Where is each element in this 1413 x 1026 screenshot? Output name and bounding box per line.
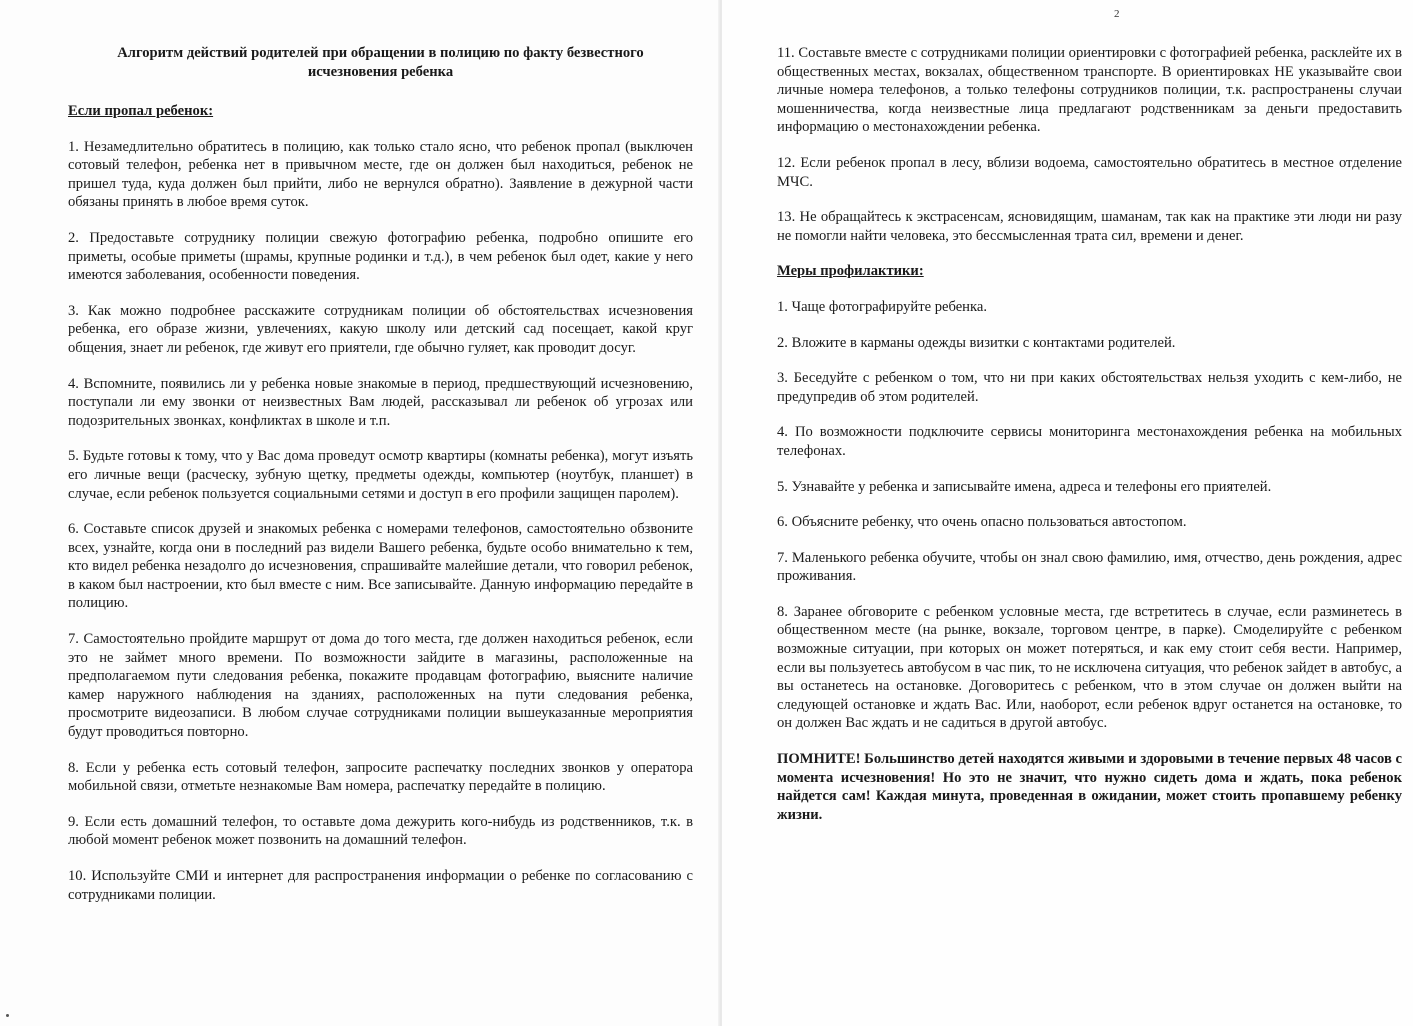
instruction-item-11: 11. Составьте вместе с сотрудниками полиции ориентировки с фотографией ребенка, расклейте их в общественных местах, вокзалах, общественном транспорте. В ориентировках НЕ указывайте свои личные номера телефонов, а только телефоны сотрудников полиции, т.к. распространены случаи мошенничества, когда неизвестные лица предлагают родственникам за деньги предоставить информацию о местонахождении ребенка. xyxy=(777,45,1402,136)
instruction-item-13: 13. Не обращайтесь к экстрасенсам, ясновидящим, шаманам, так как на практике эти люди ни разу не помогли найти человека, это бессмысленная трата сил, времени и денег. xyxy=(777,209,1402,244)
document-title: Алгоритм действий родителей при обращении в полицию по факту безвестного исчезновения ребенка xyxy=(117,45,644,80)
instruction-item-4: 4. Вспомните, появились ли у ребенка новые знакомые в период, предшествующий исчезновению, поступали ли ему звонки от неизвестных Вам людей, рассказывал ли ребенок об угрозах или подозрительных звонках, конфликтах в школе и т.п. xyxy=(68,375,693,429)
prevention-item-3: 3. Беседуйте с ребенком о том, что ни при каких обстоятельствах нельзя уходить с кем-либо, не предупредив об этом родителей. xyxy=(777,370,1402,405)
warning-paragraph: ПОМНИТЕ! Большинство детей находятся живыми и здоровыми в течение первых 48 часов с момента исчезновения! Но это не значит, что нужно сидеть дома и ждать, пока ребенок найдется сам! Каждая минута, проведенная в ожидании, может стоить пропавшему ребенку жизни. xyxy=(777,751,1402,823)
instruction-item-10: 10. Используйте СМИ и интернет для распространения информации о ребенке по согласованию с сотрудниками полиции. xyxy=(68,868,693,903)
instruction-item-9: 9. Если есть домашний телефон, то оставьте дома дежурить кого-нибудь из родственников, т.к. в любой момент ребенок может позвонить на домашний телефон. xyxy=(68,813,693,849)
prevention-item-1: 1. Чаще фотографируйте ребенка. xyxy=(777,298,987,315)
instruction-item-3: 3. Как можно подробнее расскажите сотрудникам полиции об обстоятельствах исчезновения ребенка, его образе жизни, увлечениях, какую школу или детский сад посещает, какой круг общения, знает ли ребенок, где живут его приятели, где обычно гуляет, как проводит досуг. xyxy=(68,302,693,356)
scan-speck xyxy=(6,1014,9,1017)
instruction-item-1: 1. Незамедлительно обратитесь в полицию, как только стало ясно, что ребенок пропал (выключен сотовый телефон, ребенка нет в привычном месте, где он должен был находиться, ребенок не пришел туда, куда должен был прийти, либо не вернулся обратно). Заявление в дежурной части обязаны принять в любое время суток. xyxy=(68,138,693,211)
missing-child-heading: Если пропал ребенок: xyxy=(68,103,214,119)
instruction-item-8: 8. Если у ребенка есть сотовый телефон, запросите распечатку последних звонков у оператора мобильной связи, отметьте незнакомые Вам номера, распечатку передайте в полицию. xyxy=(68,759,693,795)
page-number: 2 xyxy=(1114,8,1120,20)
instruction-item-12: 12. Если ребенок пропал в лесу, вблизи водоема, самостоятельно обратитесь в местное отделение МЧС. xyxy=(777,154,1402,190)
left-column xyxy=(68,44,693,921)
instruction-item-6: 6. Составьте список друзей и знакомых ребенка с номерами телефонов, самостоятельно обзвоните всех, узнайте, когда они в последний раз видели Вашего ребенка, будьте особо внимательно к тем, кто видел ребенка незадолго до исчезновения, спрашивайте малейшие детали, что говорил ребенок, в каком был настроении, кто был вместе с ним. Все записывайте. Данную информацию передайте в полицию. xyxy=(68,521,693,612)
prevention-item-5: 5. Узнавайте у ребенка и записывайте имена, адреса и телефоны его приятелей. xyxy=(777,478,1272,495)
instruction-item-7: 7. Самостоятельно пройдите маршрут от дома до того места, где должен находиться ребенок, если это не займет много времени. По возможности зайдите в магазины, расположенные на предполагаемом пути следования ребенка, покажите продавцам фотографию, выясните наличие камер наружного наблюдения на зданиях, расположенных на пути следования ребенка, просмотрите видеозаписи. В любом случае сотрудниками полиции вышеуказанные мероприятия будут проводиться повторно. xyxy=(68,631,693,741)
prevention-item-7: 7. Маленького ребенка обучите, чтобы он знал свою фамилию, имя, отчество, день рождения, адрес проживания. xyxy=(777,549,1402,585)
prevention-item-2: 2. Вложите в карманы одежды визитки с контактами родителей. xyxy=(777,334,1176,351)
instruction-item-2: 2. Предоставьте сотруднику полиции свежую фотографию ребенка, подробно опишите его приметы, особые приметы (шрамы, крупные родинки и т.д.), в чем ребенок был одет, какие у него имеются заболевания, особенности поведения. xyxy=(68,229,693,284)
right-column xyxy=(777,44,1402,824)
right-page xyxy=(722,0,1413,1026)
instruction-item-5: 5. Будьте готовы к тому, что у Вас дома проведут осмотр квартиры (комнаты ребенка), могут изъять его личные вещи (расческу, зубную щетку, предметы одежды, компьютер (ноутбук, планшет) в случае, если ребенок пользуется социальными сетями и доступ в его профили защищен паролем). xyxy=(68,448,693,502)
prevention-item-8: 8. Заранее обговорите с ребенком условные места, где встретитесь в случае, если разминетесь в общественном месте (на рынке, вокзале, торговом центре, в парке). Смоделируйте с ребенком возможные ситуации, при которых он может потеряться, и как ему стоит себя вести. Например, если вы пользуетесь автобусом в час пик, то не исключена ситуация, что ребенок зайдет в автобус, а вы останетесь на остановке. Договоритесь с ребенком, что в этом случае он должен выйти на следующей остановке и ждать Вас. Или, наоборот, если ребенок вдруг останется на остановке, то он должен Вас ждать и не садиться в другой автобус. xyxy=(777,603,1402,732)
prevention-item-6: 6. Объясните ребенку, что очень опасно пользоваться автостопом. xyxy=(777,514,1187,531)
prevention-item-4: 4. По возможности подключите сервисы мониторинга местонахождения ребенка на мобильных телефонах. xyxy=(777,424,1402,459)
prevention-heading: Меры профилактики: xyxy=(777,263,924,280)
